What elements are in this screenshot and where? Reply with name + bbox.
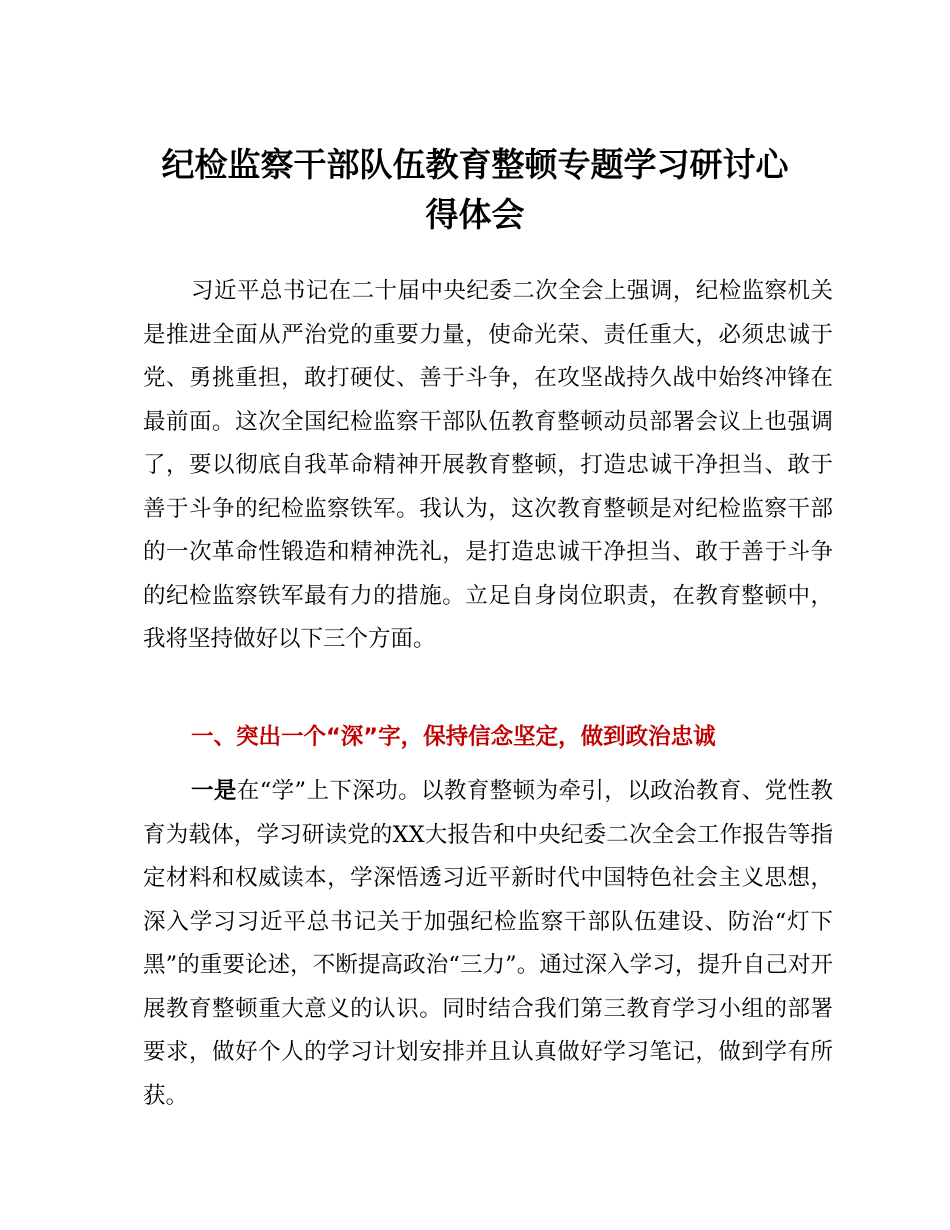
- section-1-heading: 一、突出一个“深”字，保持信念坚定，做到政治忠诚: [191, 724, 716, 750]
- section-1-paragraph: [143, 770, 833, 1118]
- intro-paragraph: 习近平总书记在二十届中央纪委二次全会上强调，纪检监察机关是推进全面从严治党的重要力量，使命光荣、责任重大，必须忠诚于党、勇挑重担，敢打硬仗、善于斗争，在攻坚战持久战中始终冲锋在最前面。这次全国纪检监察干部队伍教育整顿动员部署会议上也强调了，要以彻底自我革命精神开展教育整顿，打造忠诚干净担当、敢于善于斗争的纪检监察铁军。我认为，这次教育整顿是对纪检监察干部的一次革命性锻造和精神洗礼，是打造忠诚干净担当、敢于善于斗争的纪检监察铁军最有力的措施。立足自身岗位职责，在教育整顿中，我将坚持做好以下三个方面。: [143, 278, 833, 652]
- paragraph-lead: 一是: [191, 778, 237, 804]
- title-line-2: 得体会: [425, 195, 525, 234]
- title-line-1: 纪检监察干部队伍教育整顿专题学习研讨心: [161, 145, 789, 184]
- paragraph-body: 在“学”上下深功。以教育整顿为牵引，以政治教育、党性教育为载体，学习研读党的XX大报告和中央纪委二次全会工作报告等指定材料和权威读本，学深悟透习近平新时代中国特色社会主义思想，深入学习习近平总书记关于加强纪检监察干部队伍建设、防治“灯下黑”的重要论述，不断提高政治“三力”。通过深入学习，提升自己对开展教育整顿重大意义的认识。同时结合我们第三教育学习小组的部署要求，做好个人的学习计划安排并且认真做好学习笔记，做到学有所获。: [143, 778, 833, 1109]
- document-title: [130, 140, 820, 240]
